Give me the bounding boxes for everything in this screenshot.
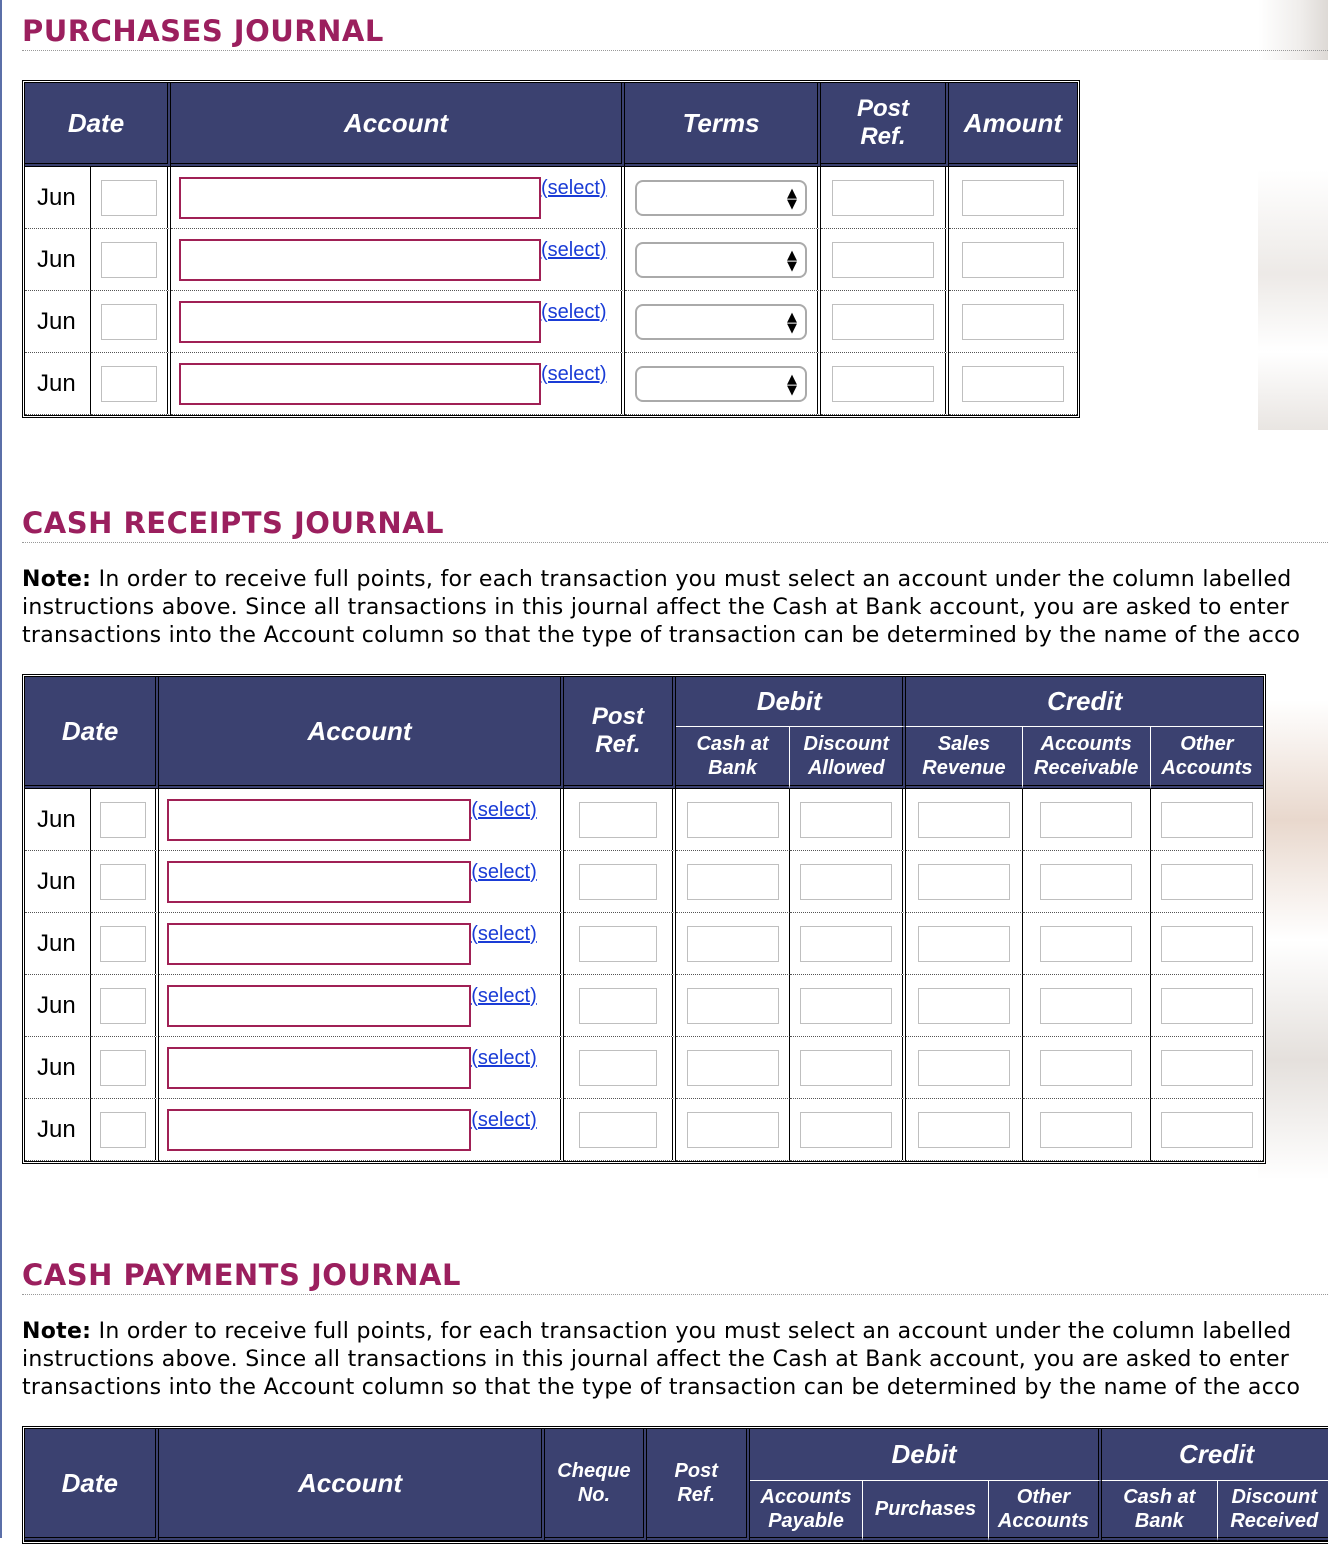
account-input[interactable] [179, 363, 541, 405]
cash-at-bank-cell [676, 789, 790, 851]
post-ref-cell [564, 789, 676, 851]
table-row [25, 353, 1077, 415]
terms-select[interactable] [635, 180, 807, 216]
note-line: instructions above. Since all transactions in this journal affect the Cash at Bank account, you are asked to enter [22, 595, 1290, 620]
other-accounts-input[interactable] [1161, 1112, 1253, 1148]
cash-at-bank-cell [676, 851, 790, 913]
month-label: Jun [25, 353, 91, 415]
select-account-link[interactable]: (select) [541, 176, 607, 199]
post-ref-cell [821, 229, 949, 291]
terms-cell [625, 229, 821, 291]
amount-input[interactable] [962, 304, 1064, 340]
col-header-discount-allowed: Discount Allowed [790, 727, 906, 789]
day-cell [91, 167, 171, 229]
month-label: Jun [25, 229, 91, 291]
col-header-accounts-payable: Accounts Payable [750, 1481, 863, 1541]
col-header-terms: Terms [625, 83, 821, 167]
post-ref-cell [564, 1037, 676, 1099]
table-row [25, 1037, 1263, 1099]
table-row [25, 229, 1077, 291]
col-header-cheque-no: Cheque No. [545, 1429, 646, 1541]
post-ref-input[interactable] [579, 926, 657, 962]
col-header-cash-at-bank: Cash at Bank [676, 727, 790, 789]
other-accounts-cell [1151, 851, 1263, 913]
day-input[interactable] [100, 1112, 146, 1148]
accounts-receivable-cell [1023, 1099, 1151, 1161]
col-group-credit: Credit [1102, 1429, 1328, 1481]
account-cell [159, 1099, 564, 1161]
updown-arrows-icon: ▲ ▼ [787, 185, 797, 212]
col-header-accounts-receivable: Accounts Receivable [1023, 727, 1151, 789]
note-line: In order to receive full points, for each transaction you must select an account under the column labelled [98, 567, 1292, 592]
discount-allowed-cell [790, 1099, 906, 1161]
sales-revenue-input[interactable] [918, 1112, 1010, 1148]
col-header-purchases: Purchases [863, 1481, 989, 1541]
amount-cell [949, 167, 1077, 229]
post-ref-cell [564, 913, 676, 975]
accounts-receivable-input[interactable] [1040, 1050, 1132, 1086]
col-header-cash-at-bank: Cash at Bank [1102, 1481, 1217, 1541]
day-cell [91, 353, 171, 415]
col-header-sales-revenue: Sales Revenue [906, 727, 1022, 789]
discount-allowed-input[interactable] [800, 864, 892, 900]
note-line: transactions into the Account column so that the type of transaction can be determined by the name of the acco [22, 1375, 1301, 1400]
updown-arrows-icon: ▲ ▼ [787, 371, 797, 398]
table-row [25, 291, 1077, 353]
accounts-receivable-cell [1023, 975, 1151, 1037]
col-group-credit: Credit [906, 677, 1263, 727]
note-line: instructions above. Since all transactions in this journal affect the Cash at Bank account, you are asked to enter [22, 1347, 1290, 1372]
day-input[interactable] [100, 988, 146, 1024]
table-row [25, 789, 1263, 851]
discount-allowed-input[interactable] [800, 988, 892, 1024]
cash-payments-journal-title: CASH PAYMENTS JOURNAL [22, 1258, 1328, 1295]
day-cell [91, 1037, 159, 1099]
col-header-date: Date [25, 1429, 159, 1541]
cash-at-bank-input[interactable] [687, 988, 779, 1024]
day-input[interactable] [100, 802, 146, 838]
day-input[interactable] [100, 864, 146, 900]
background-decoration [1258, 170, 1328, 430]
account-cell [171, 291, 625, 353]
day-input[interactable] [101, 366, 157, 402]
discount-allowed-cell [790, 913, 906, 975]
day-cell [91, 851, 159, 913]
other-accounts-cell [1151, 1099, 1263, 1161]
day-input[interactable] [101, 180, 157, 216]
cash-at-bank-input[interactable] [687, 864, 779, 900]
table-row [25, 1099, 1263, 1161]
discount-allowed-input[interactable] [800, 802, 892, 838]
account-cell [159, 913, 564, 975]
terms-cell [625, 353, 821, 415]
month-label: Jun [25, 975, 91, 1037]
table-row [25, 167, 1077, 229]
select-account-link[interactable]: (select) [471, 1046, 537, 1069]
post-ref-cell [821, 353, 949, 415]
other-accounts-input[interactable] [1161, 1050, 1253, 1086]
post-ref-cell [564, 975, 676, 1037]
accounts-receivable-input[interactable] [1040, 988, 1132, 1024]
col-header-discount-received: Discount Received [1218, 1481, 1328, 1541]
day-cell [91, 789, 159, 851]
updown-arrows-icon: ▲ ▼ [787, 309, 797, 336]
amount-cell [949, 353, 1077, 415]
col-header-other-accounts: Other Accounts [1151, 727, 1263, 789]
amount-cell [949, 291, 1077, 353]
terms-cell [625, 167, 821, 229]
post-ref-cell [564, 851, 676, 913]
accounts-receivable-cell [1023, 789, 1151, 851]
account-cell [171, 167, 625, 229]
terms-select[interactable] [635, 366, 807, 402]
sales-revenue-cell [906, 789, 1022, 851]
accounts-receivable-input[interactable] [1040, 1112, 1132, 1148]
col-header-amount: Amount [949, 83, 1077, 167]
sales-revenue-cell [906, 1099, 1022, 1161]
table-row [25, 913, 1263, 975]
amount-input[interactable] [962, 242, 1064, 278]
discount-allowed-input[interactable] [800, 1112, 892, 1148]
accounts-receivable-cell [1023, 1037, 1151, 1099]
select-account-link[interactable]: (select) [471, 984, 537, 1007]
account-input[interactable] [167, 1109, 471, 1151]
day-cell [91, 975, 159, 1037]
other-accounts-cell [1151, 1037, 1263, 1099]
account-input[interactable] [167, 923, 471, 965]
col-header-account: Account [159, 677, 564, 789]
select-account-link[interactable]: (select) [541, 238, 607, 261]
account-input[interactable] [167, 985, 471, 1027]
col-header-account: Account [171, 83, 625, 167]
col-header-account: Account [159, 1429, 546, 1541]
cash-at-bank-cell [676, 1037, 790, 1099]
account-input[interactable] [179, 239, 541, 281]
select-account-link[interactable]: (select) [471, 860, 537, 883]
account-cell [159, 1037, 564, 1099]
other-accounts-input[interactable] [1161, 988, 1253, 1024]
amount-input[interactable] [962, 366, 1064, 402]
account-input[interactable] [179, 177, 541, 219]
sales-revenue-input[interactable] [918, 1050, 1010, 1086]
account-input[interactable] [167, 1047, 471, 1089]
account-input[interactable] [179, 301, 541, 343]
discount-allowed-cell [790, 1037, 906, 1099]
account-cell [159, 789, 564, 851]
col-header-other-accounts: Other Accounts [989, 1481, 1102, 1541]
accounts-receivable-input[interactable] [1040, 926, 1132, 962]
page-left-border [0, 0, 2, 1538]
table-row [25, 975, 1263, 1037]
cash-at-bank-input[interactable] [687, 802, 779, 838]
discount-allowed-input[interactable] [800, 1050, 892, 1086]
day-input[interactable] [100, 1050, 146, 1086]
account-cell [159, 851, 564, 913]
sales-revenue-cell [906, 851, 1022, 913]
col-group-debit: Debit [676, 677, 906, 727]
day-input[interactable] [100, 926, 146, 962]
background-decoration [1258, 700, 1328, 1180]
post-ref-input[interactable] [579, 802, 657, 838]
post-ref-input[interactable] [579, 1050, 657, 1086]
other-accounts-input[interactable] [1161, 802, 1253, 838]
purchases-journal-table [22, 80, 1080, 418]
post-ref-input[interactable] [579, 864, 657, 900]
account-input[interactable] [167, 799, 471, 841]
cash-payments-journal-table [22, 1426, 1328, 1544]
month-label: Jun [25, 913, 91, 975]
updown-arrows-icon: ▲ ▼ [787, 247, 797, 274]
cash-receipts-note [22, 566, 1328, 650]
other-accounts-cell [1151, 913, 1263, 975]
discount-allowed-cell [790, 789, 906, 851]
account-input[interactable] [167, 861, 471, 903]
sales-revenue-input[interactable] [918, 926, 1010, 962]
select-account-link[interactable]: (select) [471, 922, 537, 945]
month-label: Jun [25, 291, 91, 353]
post-ref-cell [821, 291, 949, 353]
cash-at-bank-input[interactable] [687, 926, 779, 962]
note-line: transactions into the Account column so that the type of transaction can be determined by the name of the acco [22, 623, 1301, 648]
table-row [25, 851, 1263, 913]
sales-revenue-cell [906, 975, 1022, 1037]
select-account-link[interactable]: (select) [471, 798, 537, 821]
month-label: Jun [25, 789, 91, 851]
other-accounts-input[interactable] [1161, 926, 1253, 962]
terms-cell [625, 291, 821, 353]
post-ref-input[interactable] [832, 242, 934, 278]
account-cell [171, 229, 625, 291]
account-cell [159, 975, 564, 1037]
col-header-date: Date [25, 677, 159, 789]
month-label: Jun [25, 1099, 91, 1161]
day-cell [91, 913, 159, 975]
cash-receipts-journal-title: CASH RECEIPTS JOURNAL [22, 506, 1328, 543]
post-ref-cell [821, 167, 949, 229]
accounts-receivable-input[interactable] [1040, 802, 1132, 838]
cash-at-bank-input[interactable] [687, 1112, 779, 1148]
discount-allowed-cell [790, 975, 906, 1037]
note-label: Note: [22, 1319, 92, 1344]
day-input[interactable] [101, 242, 157, 278]
post-ref-input[interactable] [579, 1112, 657, 1148]
day-cell [91, 229, 171, 291]
month-label: Jun [25, 851, 91, 913]
cash-receipts-journal-table [22, 674, 1266, 1164]
select-account-link[interactable]: (select) [541, 300, 607, 323]
note-label: Note: [22, 567, 92, 592]
col-header-post-ref: Post Ref. [647, 1429, 750, 1541]
sales-revenue-input[interactable] [918, 802, 1010, 838]
cash-at-bank-input[interactable] [687, 1050, 779, 1086]
day-cell [91, 1099, 159, 1161]
post-ref-input[interactable] [832, 304, 934, 340]
other-accounts-cell [1151, 975, 1263, 1037]
col-group-debit: Debit [750, 1429, 1102, 1481]
col-header-post-ref: Post Ref. [821, 83, 949, 167]
sales-revenue-cell [906, 1037, 1022, 1099]
accounts-receivable-cell [1023, 851, 1151, 913]
post-ref-cell [564, 1099, 676, 1161]
cash-at-bank-cell [676, 1099, 790, 1161]
other-accounts-input[interactable] [1161, 864, 1253, 900]
day-cell [91, 291, 171, 353]
accounts-receivable-cell [1023, 913, 1151, 975]
post-ref-input[interactable] [832, 180, 934, 216]
amount-input[interactable] [962, 180, 1064, 216]
discount-allowed-input[interactable] [800, 926, 892, 962]
amount-cell [949, 229, 1077, 291]
sales-revenue-cell [906, 913, 1022, 975]
note-line: In order to receive full points, for each transaction you must select an account under the column labelled [98, 1319, 1292, 1344]
cash-at-bank-cell [676, 913, 790, 975]
cash-at-bank-cell [676, 975, 790, 1037]
cash-payments-note [22, 1318, 1328, 1402]
month-label: Jun [25, 1037, 91, 1099]
terms-select[interactable] [635, 242, 807, 278]
purchases-journal-title: PURCHASES JOURNAL [22, 14, 1328, 51]
other-accounts-cell [1151, 789, 1263, 851]
sales-revenue-input[interactable] [918, 988, 1010, 1024]
month-label: Jun [25, 167, 91, 229]
discount-allowed-cell [790, 851, 906, 913]
post-ref-input[interactable] [579, 988, 657, 1024]
account-cell [171, 353, 625, 415]
day-input[interactable] [101, 304, 157, 340]
col-header-post-ref: Post Ref. [564, 677, 676, 789]
select-account-link[interactable]: (select) [471, 1108, 537, 1131]
col-header-date: Date [25, 83, 171, 167]
select-account-link[interactable]: (select) [541, 362, 607, 385]
accounts-receivable-input[interactable] [1040, 864, 1132, 900]
sales-revenue-input[interactable] [918, 864, 1010, 900]
terms-select[interactable] [635, 304, 807, 340]
post-ref-input[interactable] [832, 366, 934, 402]
